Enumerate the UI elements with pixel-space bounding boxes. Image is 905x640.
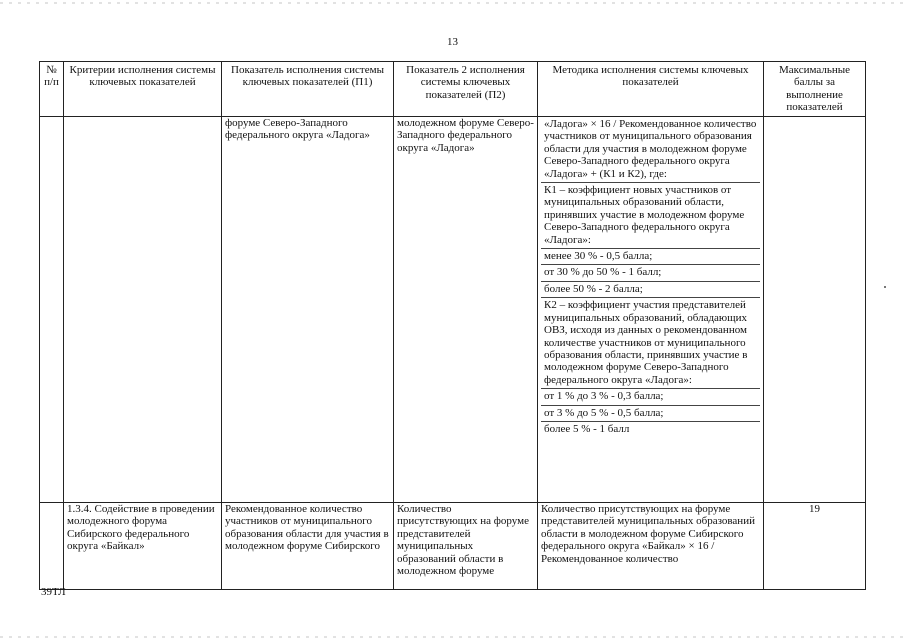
criteria-table (39, 61, 866, 590)
method-line: К1 – коэффициент новых участников от муниципальных образований области, принявших участие в молодежном форуме Северо-Западного федерального округа «Ладога»: (541, 183, 760, 249)
cell-p2: молодежном форуме Северо-Западного федерального округа «Ладога» (394, 117, 538, 503)
header-criteria: Критерии исполнения системы ключевых показателей (64, 62, 222, 117)
header-p1: Показатель исполнения системы ключевых показателей (П1) (222, 62, 394, 117)
cell-num (40, 117, 64, 503)
cell-max (764, 117, 866, 503)
method-line: К2 – коэффициент участия представителей муниципальных образований, обладающих ОВЗ, исходя из данных о рекомендованном количестве участников от муниципального образования области, принявших участие в молодежном форуме Северо-Западного федерального округа «Ладога»: (541, 298, 760, 389)
method-line: «Ладога» × 16 / Рекомендованное количество участников от муниципального образования области для участия в молодежном форуме Северо-Западного федерального округа «Ладога» + (К1 и К2), где: (541, 117, 760, 183)
method-line: от 1 % до 3 % - 0,3 балла; (541, 389, 760, 405)
table-row (40, 503, 866, 590)
cell-criteria: 1.3.4. Содействие в проведении молодежного форума Сибирского федерального округа «Байкал» (64, 503, 222, 590)
cell-max: 19 (764, 503, 866, 590)
scan-edge-top (0, 2, 905, 4)
header-method: Методика исполнения системы ключевых показателей (538, 62, 764, 117)
header-p2: Показатель 2 исполнения системы ключевых показателей (П2) (394, 62, 538, 117)
scan-speck (884, 286, 886, 288)
method-line: от 30 % до 50 % - 1 балл; (541, 265, 760, 281)
document-code: 39ТЛ (41, 586, 66, 598)
page-number: 13 (447, 36, 458, 48)
method-line: от 3 % до 5 % - 0,5 балла; (541, 406, 760, 422)
method-line: более 50 % - 2 балла; (541, 282, 760, 298)
cell-p1: форуме Северо-Западного федерального округа «Ладога» (222, 117, 394, 503)
method-line: более 5 % - 1 балл (544, 422, 630, 435)
cell-method: Количество присутствующих на форуме представителей муниципальных образований области в молодежном форуме Сибирского федерального округа «Байкал» × 16 / Рекомендованное количество (538, 503, 764, 590)
cell-method (538, 117, 764, 503)
table-row (40, 117, 866, 503)
cell-p1: Рекомендованное количество участников от муниципального образования области для участия в молодежном форуме Сибирского (222, 503, 394, 590)
header-max: Максимальные баллы за выполнение показателей (764, 62, 866, 117)
cell-num (40, 503, 64, 590)
cell-criteria (64, 117, 222, 503)
header-num: № п/п (40, 62, 64, 117)
table-header-row (40, 62, 866, 117)
method-line: менее 30 % - 0,5 балла; (541, 249, 760, 265)
scan-edge-bottom (0, 636, 905, 638)
cell-p2: Количество присутствующих на форуме представителей муниципальных образований области в молодежном форуме (394, 503, 538, 590)
